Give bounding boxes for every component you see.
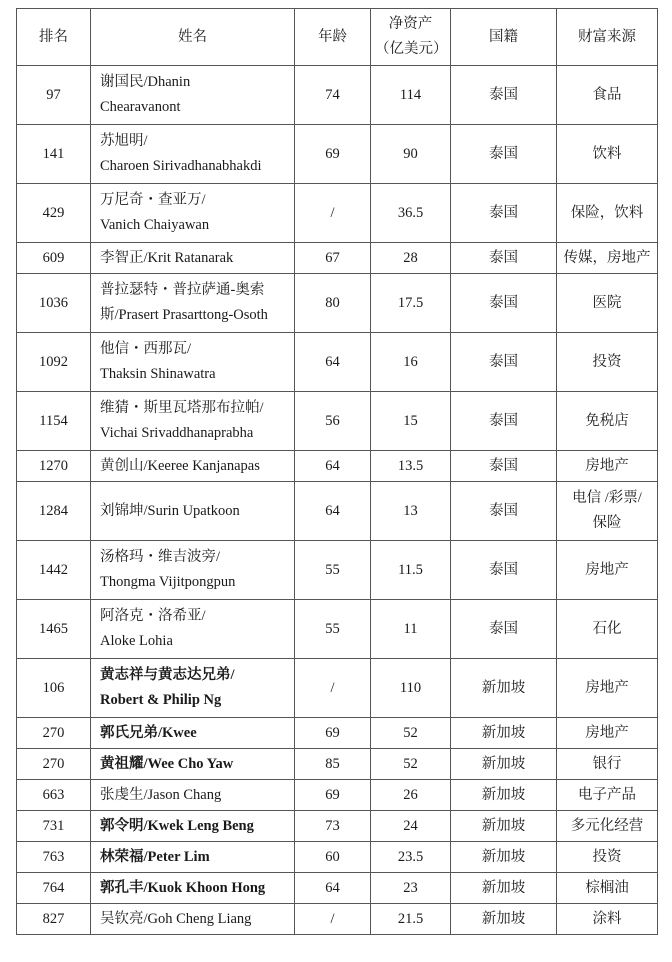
table-row	[17, 749, 658, 780]
cell-source	[557, 482, 658, 541]
cell-name-line2: Vichai Srivaddhanaprabha	[100, 425, 254, 441]
header-net-worth-line2: （亿美元）	[375, 41, 448, 57]
cell-nationality: 泰国	[451, 541, 557, 600]
cell-name	[91, 811, 295, 842]
cell-source-line1: 多元化经营	[570, 817, 644, 834]
cell-source-line1: 食品	[592, 86, 622, 103]
cell-source	[557, 274, 658, 333]
table-row	[17, 451, 658, 482]
rich-list-table	[16, 8, 658, 935]
cell-source-line1: 投资	[592, 353, 622, 370]
table-row	[17, 659, 658, 718]
cell-name	[91, 243, 295, 274]
cell-name	[91, 780, 295, 811]
cell-rank: 731	[17, 811, 91, 842]
cell-source	[557, 243, 658, 274]
cell-rank: 1284	[17, 482, 91, 541]
cell-name-line1: 黄祖耀/Wee Cho Yaw	[100, 755, 234, 772]
cell-rank: 270	[17, 749, 91, 780]
table-row	[17, 274, 658, 333]
cell-name	[91, 392, 295, 451]
cell-age: /	[295, 904, 371, 935]
table-header-row	[17, 9, 658, 66]
cell-name-line2: Chearavanont	[100, 99, 181, 115]
cell-nationality: 新加坡	[451, 780, 557, 811]
cell-net-worth: 90	[371, 125, 451, 184]
cell-name-line1: 阿洛克・洛希亚/	[100, 608, 206, 624]
cell-source	[557, 811, 658, 842]
table-row	[17, 811, 658, 842]
cell-source	[557, 659, 658, 718]
cell-name-line2: Thaksin Shinawatra	[100, 366, 216, 382]
cell-net-worth: 13.5	[371, 451, 451, 482]
cell-source	[557, 842, 658, 873]
cell-nationality: 新加坡	[451, 718, 557, 749]
cell-net-worth: 16	[371, 333, 451, 392]
cell-source-line2: 保险	[592, 515, 622, 531]
table-row	[17, 842, 658, 873]
cell-net-worth: 52	[371, 749, 451, 780]
cell-name-line1: 普拉瑟特・普拉萨通-奥索	[100, 282, 265, 298]
cell-rank: 1465	[17, 600, 91, 659]
table-row	[17, 718, 658, 749]
cell-nationality: 泰国	[451, 184, 557, 243]
cell-source	[557, 451, 658, 482]
cell-age: 69	[295, 780, 371, 811]
cell-age: 64	[295, 873, 371, 904]
cell-name-line1: 汤格玛・维吉波旁/	[100, 549, 221, 565]
cell-name	[91, 333, 295, 392]
cell-source-line1: 投资	[592, 848, 622, 865]
cell-nationality: 新加坡	[451, 659, 557, 718]
cell-age: 73	[295, 811, 371, 842]
table-row	[17, 66, 658, 125]
cell-nationality: 新加坡	[451, 873, 557, 904]
cell-nationality: 新加坡	[451, 749, 557, 780]
cell-source-line1: 棕榈油	[585, 879, 629, 896]
cell-age: 64	[295, 333, 371, 392]
cell-net-worth: 36.5	[371, 184, 451, 243]
cell-rank: 1092	[17, 333, 91, 392]
cell-age: /	[295, 659, 371, 718]
cell-source	[557, 541, 658, 600]
cell-age: 60	[295, 842, 371, 873]
cell-source-line1: 涂料	[592, 910, 622, 927]
cell-rank: 1442	[17, 541, 91, 600]
cell-name	[91, 842, 295, 873]
cell-age: 64	[295, 451, 371, 482]
cell-source-line1: 石化	[592, 620, 622, 637]
header-source: 财富来源	[557, 9, 658, 66]
cell-name	[91, 749, 295, 780]
cell-name-line1: 张虔生/Jason Chang	[100, 786, 222, 803]
cell-source	[557, 749, 658, 780]
cell-source-line1: 电信 /彩票/	[572, 490, 642, 506]
cell-source	[557, 873, 658, 904]
cell-name	[91, 125, 295, 184]
cell-nationality: 泰国	[451, 66, 557, 125]
cell-net-worth: 23.5	[371, 842, 451, 873]
cell-source	[557, 904, 658, 935]
cell-name-line2: Charoen Sirivadhanabhakdi	[100, 158, 262, 174]
cell-net-worth: 13	[371, 482, 451, 541]
cell-nationality: 泰国	[451, 451, 557, 482]
cell-age: 85	[295, 749, 371, 780]
cell-source-line1: 传媒，房地产	[563, 249, 651, 266]
table-row	[17, 392, 658, 451]
cell-rank: 827	[17, 904, 91, 935]
header-nationality: 国籍	[451, 9, 557, 66]
cell-nationality: 泰国	[451, 482, 557, 541]
cell-net-worth: 114	[371, 66, 451, 125]
cell-nationality: 泰国	[451, 125, 557, 184]
cell-name-line2: Thongma Vijitpongpun	[100, 574, 236, 590]
table-row	[17, 243, 658, 274]
cell-name-line1: 苏旭明/	[100, 133, 148, 149]
cell-name-line1: 万尼奇・查亚万/	[100, 192, 206, 208]
cell-name-line2: 斯/Prasert Prasarttong-Osoth	[100, 307, 268, 323]
cell-name-line1: 刘锦坤/Surin Upatkoon	[100, 502, 240, 519]
cell-name-line1: 他信・西那瓦/	[100, 341, 192, 357]
cell-nationality: 新加坡	[451, 904, 557, 935]
cell-name-line2: Robert & Philip Ng	[100, 692, 222, 708]
cell-source-line1: 医院	[592, 294, 622, 311]
cell-rank: 97	[17, 66, 91, 125]
cell-rank: 141	[17, 125, 91, 184]
cell-source-line1: 饮料	[592, 145, 622, 162]
cell-name-line1: 黄志祥与黄志达兄弟/	[100, 667, 235, 683]
cell-rank: 1036	[17, 274, 91, 333]
header-net-worth	[371, 9, 451, 66]
cell-net-worth: 11	[371, 600, 451, 659]
header-age: 年龄	[295, 9, 371, 66]
cell-name-line1: 郭令明/Kwek Leng Beng	[100, 817, 254, 834]
cell-name-line2: Vanich Chaiyawan	[100, 217, 210, 233]
cell-name	[91, 66, 295, 125]
cell-net-worth: 24	[371, 811, 451, 842]
cell-age: 69	[295, 125, 371, 184]
cell-age: /	[295, 184, 371, 243]
table-row	[17, 541, 658, 600]
cell-name-line1: 郭氏兄弟/Kwee	[100, 724, 197, 741]
cell-rank: 763	[17, 842, 91, 873]
cell-rank: 106	[17, 659, 91, 718]
cell-nationality: 泰国	[451, 392, 557, 451]
cell-net-worth: 21.5	[371, 904, 451, 935]
cell-nationality: 新加坡	[451, 842, 557, 873]
cell-rank: 609	[17, 243, 91, 274]
cell-source	[557, 125, 658, 184]
cell-source-line1: 房地产	[585, 561, 629, 578]
cell-source	[557, 333, 658, 392]
cell-source-line1: 电子产品	[578, 786, 636, 803]
cell-net-worth: 17.5	[371, 274, 451, 333]
cell-nationality: 泰国	[451, 333, 557, 392]
table-row	[17, 600, 658, 659]
cell-rank: 1270	[17, 451, 91, 482]
cell-age: 67	[295, 243, 371, 274]
cell-name	[91, 184, 295, 243]
cell-rank: 663	[17, 780, 91, 811]
cell-rank: 270	[17, 718, 91, 749]
cell-net-worth: 23	[371, 873, 451, 904]
cell-source	[557, 718, 658, 749]
cell-nationality: 泰国	[451, 243, 557, 274]
header-rank: 排名	[17, 9, 91, 66]
cell-name-line2: Aloke Lohia	[100, 633, 173, 649]
table-row	[17, 780, 658, 811]
cell-net-worth: 15	[371, 392, 451, 451]
cell-age: 74	[295, 66, 371, 125]
cell-net-worth: 26	[371, 780, 451, 811]
cell-source	[557, 66, 658, 125]
cell-name-line1: 李智正/Krit Ratanarak	[100, 249, 234, 266]
cell-rank: 764	[17, 873, 91, 904]
table-body	[17, 66, 658, 935]
cell-name	[91, 482, 295, 541]
cell-name-line1: 维猜・斯里瓦塔那布拉帕/	[100, 400, 264, 416]
cell-net-worth: 28	[371, 243, 451, 274]
table-row	[17, 333, 658, 392]
cell-age: 80	[295, 274, 371, 333]
cell-source-line1: 银行	[592, 755, 622, 772]
cell-source-line1: 房地产	[585, 679, 629, 696]
cell-name	[91, 451, 295, 482]
cell-rank: 429	[17, 184, 91, 243]
cell-net-worth: 11.5	[371, 541, 451, 600]
cell-age: 69	[295, 718, 371, 749]
cell-age: 55	[295, 600, 371, 659]
header-name: 姓名	[91, 9, 295, 66]
cell-net-worth: 52	[371, 718, 451, 749]
table-row	[17, 904, 658, 935]
cell-net-worth: 110	[371, 659, 451, 718]
table-row	[17, 125, 658, 184]
cell-name-line1: 吴钦亮/Goh Cheng Liang	[100, 910, 252, 927]
table-row	[17, 873, 658, 904]
cell-source	[557, 392, 658, 451]
header-net-worth-line1: 净资产	[388, 16, 433, 32]
cell-source-line1: 保险，饮料	[570, 204, 644, 221]
cell-name	[91, 274, 295, 333]
cell-name-line1: 谢国民/Dhanin	[100, 74, 191, 90]
table-row	[17, 184, 658, 243]
cell-age: 55	[295, 541, 371, 600]
cell-age: 64	[295, 482, 371, 541]
cell-name	[91, 904, 295, 935]
cell-source-line1: 房地产	[585, 457, 629, 474]
cell-nationality: 新加坡	[451, 811, 557, 842]
cell-source	[557, 600, 658, 659]
cell-name	[91, 873, 295, 904]
cell-name-line1: 林荣福/Peter Lim	[100, 848, 210, 865]
cell-source	[557, 780, 658, 811]
cell-rank: 1154	[17, 392, 91, 451]
cell-name	[91, 659, 295, 718]
cell-name	[91, 541, 295, 600]
cell-name-line1: 黄创山/Keeree Kanjanapas	[100, 457, 260, 474]
cell-name-line1: 郭孔丰/Kuok Khoon Hong	[100, 879, 266, 896]
cell-nationality: 泰国	[451, 274, 557, 333]
cell-nationality: 泰国	[451, 600, 557, 659]
cell-name	[91, 718, 295, 749]
cell-name	[91, 600, 295, 659]
cell-age: 56	[295, 392, 371, 451]
table-row	[17, 482, 658, 541]
cell-source-line1: 免税店	[585, 412, 629, 429]
cell-source	[557, 184, 658, 243]
cell-source-line1: 房地产	[585, 724, 629, 741]
